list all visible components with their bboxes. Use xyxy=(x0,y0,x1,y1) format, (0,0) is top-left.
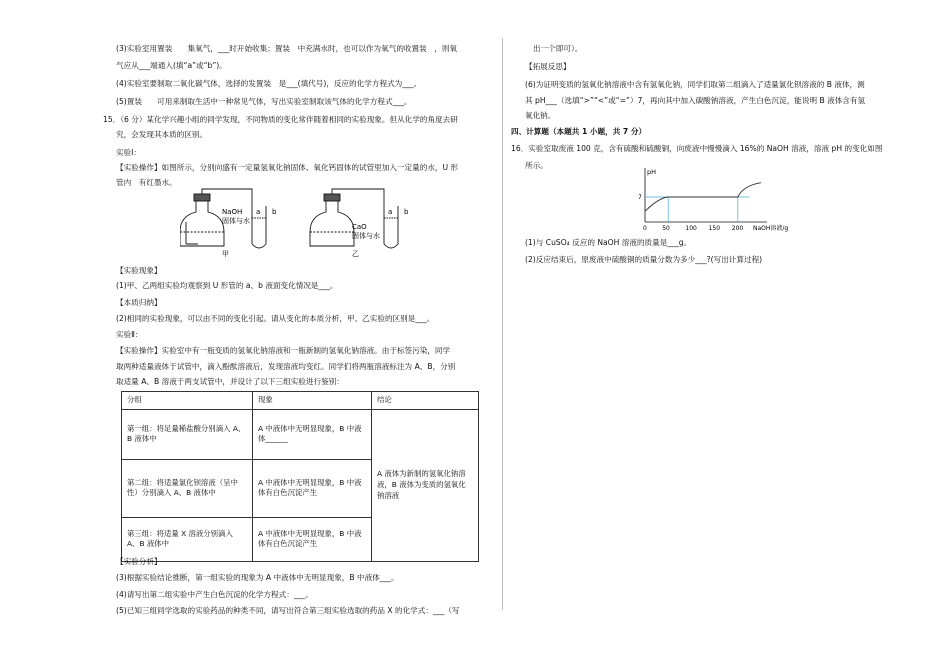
column-divider xyxy=(502,38,503,610)
q14-4-line: (4)实验室要制取二氧化碳气体，选择的发置装 是___(填代号)，反应的化学方程式为___。 xyxy=(116,79,422,88)
exp2-operation-line1: 【实验操作】实验室中有一瓶变质的氢氧化钠溶液和一瓶新制的氢氧化钠溶液。由于标签污染，同学 xyxy=(116,346,451,355)
table-cell-group: 第一组：将足量稀盐酸分别滴入 A、B 液体中 xyxy=(122,409,253,459)
experiment-1-label: 实验Ⅰ： xyxy=(116,148,142,157)
cao-label-2: 固体与水 xyxy=(352,232,380,240)
flask-right xyxy=(310,200,354,246)
q14-5-line: (5)置装 可用来制取生活中一种常见气体，写出实验室制取该气体的化学方程式___。 xyxy=(116,97,412,106)
q15-title: 15．（6 分）某化学兴趣小组的同学发现，不同物质的变化常伴随着相同的实验现象。但从化学的角度去研 xyxy=(103,115,458,124)
q16-line2: 所示。 xyxy=(525,161,548,170)
exp2-operation-line3: 取适量 A、B 溶液于两支试管中，并设计了以下三组实验进行鉴别： xyxy=(116,377,344,386)
ph-chart xyxy=(635,164,795,236)
naoh-label-2: 固体与水 xyxy=(222,217,250,225)
table-header: 结论 xyxy=(372,392,479,410)
x-axis-label: NaOH溶液/g xyxy=(753,225,789,232)
q15-3-line: (3)根据实验结论推断，第一组实验的现象为 A 中液体中无明显现象，B 中液体___。 xyxy=(116,573,399,582)
table-row xyxy=(122,409,479,459)
q15-4-line: (4)请写出第二组实验中产生白色沉淀的化学方程式：___。 xyxy=(116,590,313,599)
label-a-left: a xyxy=(256,208,261,216)
x-tick-label: 150 xyxy=(708,225,721,232)
table-header-row xyxy=(122,392,479,410)
exp1-operation-line2: 管内 有红墨水。 xyxy=(116,178,177,187)
x-tick-label: 100 xyxy=(685,225,697,232)
exp1-operation-line1: 【实验操作】如图所示，分别向盛有一定量氢氧化钠固体、氧化钙固体的试管里加入一定量的水，U 形 xyxy=(116,163,459,172)
label-a-right: a xyxy=(388,208,393,216)
table-cell-group: 第三组：将适量 X 溶液分别滴入 A、B 液体中 xyxy=(122,517,253,561)
q15-6-line2: 其 pH___（选填“>”“<”或“=”）7，再向其中加入碳酸钠溶液，产生白色沉淀，能说明 B 液体含有氢 xyxy=(525,96,866,105)
label-b-right: b xyxy=(404,208,409,216)
experiment-2-label: 实验Ⅱ： xyxy=(116,330,143,339)
q15-2-line: (2)相同的实验现象，可以由不同的变化引起。请从变化的本质分析，甲、乙实验的区别是___。 xyxy=(116,314,435,323)
stopper-left xyxy=(194,194,210,201)
u-tube-diagram-svg xyxy=(180,186,480,262)
exp1-phenomenon-heading: 【实验现象】 xyxy=(116,266,162,275)
naoh-label: NaOH xyxy=(222,208,243,216)
q16-2-line: (2)反应结束后，原废液中硫酸铜的质量分数为多少___?(写出计算过程) xyxy=(525,255,763,264)
q16-1-line: (1)与 CuSO₄ 反应的 NaOH 溶液的质量是___g。 xyxy=(525,238,692,247)
exp2-operation-line2: 取两种适量液体于试管中，滴入酚酞溶液后，发现溶液均变红。同学们将两瓶溶液标注为 A、B，分别 xyxy=(116,362,456,371)
q15-6-line3: 氧化钠。 xyxy=(525,111,556,120)
table-header: 现象 xyxy=(253,392,372,410)
test-tube-left xyxy=(186,222,198,244)
table-cell-phenomenon: A 中液体中无明显现象，B 中液体有白色沉淀产生 xyxy=(253,459,372,517)
table-cell-conclusion: A 液体为新制的氢氧化钠溶液，B 液体为变质的氢氧化钠溶液 xyxy=(372,409,479,561)
table-header: 分组 xyxy=(122,392,253,410)
q16-line1: 16．实验室取废液 100 克，含有硫酸和硫酸铜，向废液中慢慢滴入 16%的 NaOH 溶液，溶液 pH 的变化如图 xyxy=(511,144,883,153)
analysis-heading: 【实验分析】 xyxy=(116,557,162,566)
label-b-left: b xyxy=(272,208,277,216)
q15-6-line1: (6)为证明变质的氢氧化钠溶液中含有氢氧化钠，同学们取第二组滴入了适量氯化钡溶液的 B 液体，测 xyxy=(525,80,865,89)
q15-1-line: (1)甲、乙两组实验均观察到 U 形管的 a、b 液面变化情况是___。 xyxy=(116,281,338,290)
cao-label: CaO xyxy=(352,223,367,231)
q15-5-line: (5)已知三组同学选取的实验药品的种类不同，请写出符合第三组实验选取的药品 X 的化学式：___（写 xyxy=(116,606,460,615)
u-tube-diagram xyxy=(180,186,480,262)
table-cell-group: 第二组：将适量氯化钡溶液（呈中性）分别滴入 A、B 液体中 xyxy=(122,459,253,517)
caption-yi: 乙 xyxy=(352,250,359,258)
stopper-right xyxy=(324,194,340,201)
ph-chart-svg xyxy=(635,164,795,236)
essence-heading: 【本质归纳】 xyxy=(116,298,162,307)
identification-table xyxy=(121,391,479,562)
q15-5-cont: 出一个即可）。 xyxy=(533,44,583,53)
x-tick-label: 50 xyxy=(662,225,670,232)
extension-heading: 【拓展反思】 xyxy=(525,62,571,71)
q14-3-line2: 气应从___端通入(填“a”或“b”)。 xyxy=(116,61,227,70)
y-tick-label: 7 xyxy=(638,194,642,201)
x-tick-label: 200 xyxy=(731,225,744,232)
q15-title-cont: 究，会发现其本质的区别。 xyxy=(116,130,208,139)
section-4-heading: 四、计算题（本题共 1 小题，共 7 分） xyxy=(511,127,647,136)
q14-3-line1: (3)实验室用置装 集氧气，___时开始收集；置装 中充满水时，也可以作为氧气的收置装 ，则氧 xyxy=(116,44,458,53)
caption-jia: 甲 xyxy=(222,250,229,258)
flask-left xyxy=(180,200,224,246)
x-tick-label: 0 xyxy=(643,225,647,232)
y-axis-label: pH xyxy=(647,168,657,176)
table-cell-phenomenon: A 中液体中无明显现象，B 中液体______ xyxy=(253,409,372,459)
table-cell-phenomenon: A 中液体中无明显现象，B 中液体有白色沉淀产生 xyxy=(253,517,372,561)
